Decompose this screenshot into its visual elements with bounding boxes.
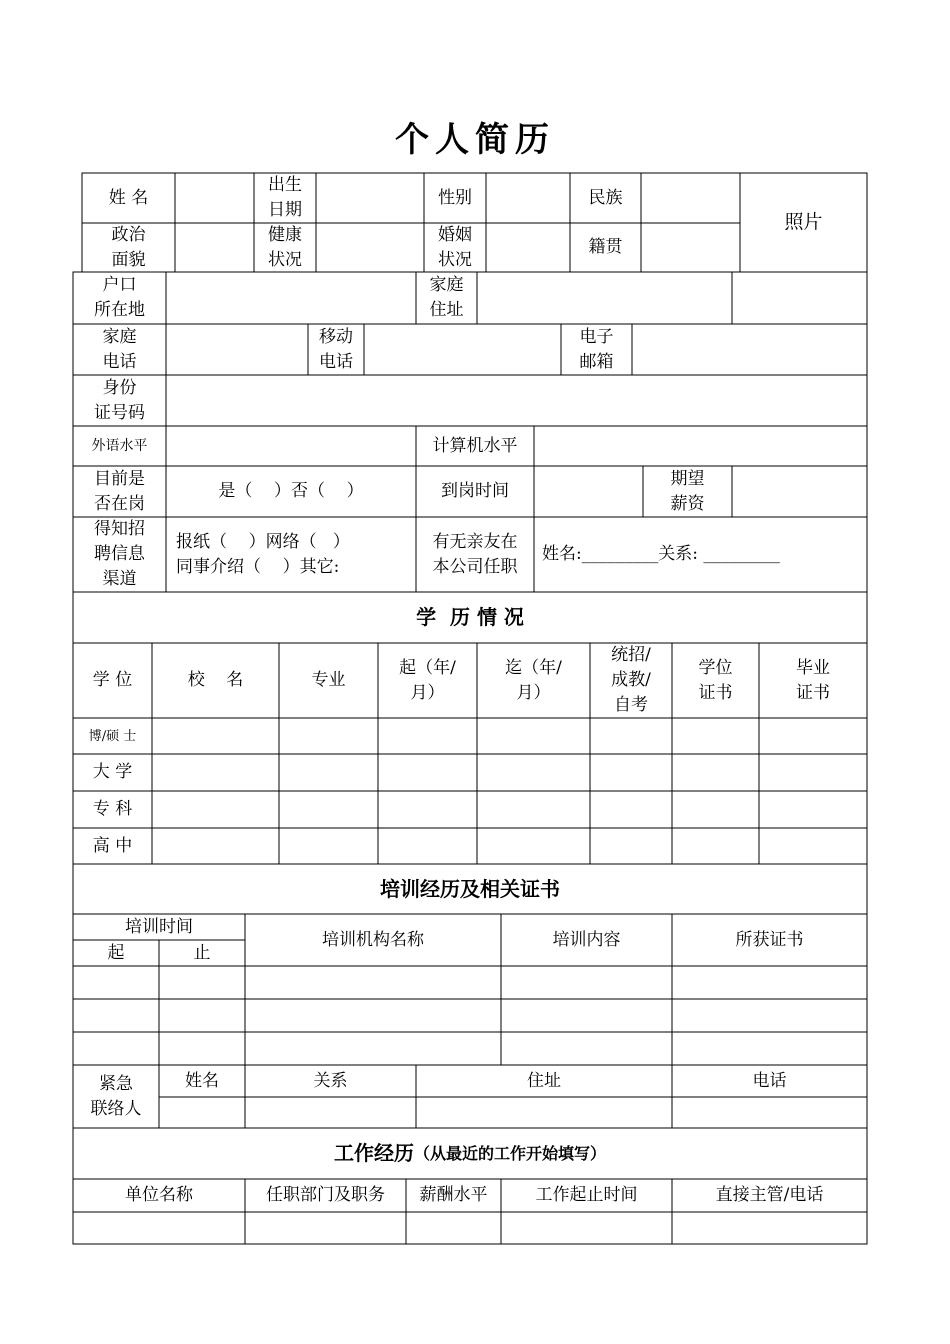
label-household-registration: 户口 所在地 (94, 275, 145, 320)
input-name[interactable] (175, 173, 254, 223)
label-id-number: 身份 证号码 (94, 377, 145, 423)
training-header-end: 止 (193, 942, 211, 963)
label-health: 健康 状况 (268, 224, 302, 270)
training-header-institution: 培训机构名称 (322, 929, 424, 950)
label-computer-level: 计算机水平 (432, 435, 518, 456)
input-id-number[interactable] (166, 375, 867, 426)
edu-row-postgrad: 博/硕 士 (88, 728, 137, 744)
label-currently-employed: 目前是 否在岗 (94, 468, 145, 514)
work-header-salary: 薪酬水平 (419, 1185, 488, 1205)
training-header-time: 培训时间 (125, 916, 193, 937)
label-ethnicity: 民族 (588, 187, 623, 208)
label-relatives: 有无亲友在 本公司任职 (432, 531, 518, 577)
relatives-fill-line[interactable]: 姓名:_________关系: _________ (542, 544, 780, 564)
input-native-place[interactable] (641, 223, 740, 272)
emergency-header-phone: 电话 (752, 1070, 787, 1091)
training-header-certificate: 所获证书 (735, 929, 804, 950)
edu-header-degree-cert: 学位 证书 (698, 657, 733, 703)
work-header-company: 单位名称 (125, 1185, 193, 1205)
training-header-start: 起 (107, 942, 125, 963)
input-ethnicity[interactable] (641, 173, 740, 223)
label-name: 姓 名 (108, 187, 149, 208)
input-mobile-phone[interactable] (364, 324, 561, 375)
education-section-title: 学 历 情 况 (416, 605, 524, 629)
emergency-header-address: 住址 (527, 1070, 561, 1091)
work-title-note: （从最近的工作开始填写） (413, 1144, 606, 1163)
work-title-main: 工作经历 (333, 1141, 414, 1165)
training-header-content: 培训内容 (552, 929, 621, 950)
input-email[interactable] (632, 324, 867, 375)
label-gender: 性别 (438, 187, 472, 208)
recruitment-source-options[interactable]: 报纸（ ）网络（ ） 同事介绍（ ）其它: (176, 531, 350, 577)
input-political-status[interactable] (175, 223, 254, 272)
input-computer-level[interactable] (534, 426, 867, 466)
edu-header-end: 迄（年/ 月） (505, 657, 562, 703)
emergency-header-relation: 关系 (313, 1070, 348, 1091)
label-home-phone: 家庭 电话 (102, 326, 137, 372)
label-birth-date: 出生 日期 (268, 175, 302, 220)
work-section-title (73, 1128, 867, 1179)
label-recruitment-source: 得知招 聘信息 渠道 (94, 519, 145, 589)
edu-header-grad-cert: 毕业 证书 (796, 657, 830, 703)
training-section-title: 培训经历及相关证书 (380, 876, 560, 901)
input-foreign-language[interactable] (166, 426, 416, 466)
input-birth-date[interactable] (316, 173, 424, 223)
input-marital-status[interactable] (486, 223, 570, 272)
label-native-place: 籍贯 (588, 237, 623, 257)
work-header-period: 工作起止时间 (535, 1185, 638, 1205)
work-header-position: 任职部门及职务 (266, 1185, 385, 1205)
edu-header-degree: 学 位 (92, 670, 133, 690)
employed-yes-no-options[interactable]: 是（ ）否（ ） (218, 481, 364, 501)
input-household-registration[interactable] (166, 272, 416, 324)
label-home-address: 家庭 住址 (429, 275, 464, 320)
input-home-address[interactable] (477, 272, 732, 324)
label-expected-salary: 期望 薪资 (670, 468, 705, 514)
input-available-date[interactable] (534, 466, 643, 517)
label-email: 电子 邮箱 (579, 326, 614, 372)
resume-title: 个人简历 (395, 120, 555, 160)
edu-header-start: 起（年/ 月） (399, 657, 456, 703)
edu-header-type: 统招/ 成教/ 自考 (611, 645, 651, 715)
input-health[interactable] (316, 223, 424, 272)
label-foreign-language: 外语水平 (91, 437, 148, 454)
edu-header-major: 专业 (311, 670, 346, 690)
input-expected-salary[interactable] (732, 466, 867, 517)
label-emergency-contact: 紧急 联络人 (90, 1073, 142, 1119)
label-available-date: 到岗时间 (441, 481, 509, 501)
label-marital-status: 婚姻 状况 (438, 224, 472, 270)
emergency-header-name: 姓名 (185, 1070, 219, 1091)
label-mobile-phone: 移动 电话 (319, 326, 353, 372)
work-header-supervisor: 直接主管/电话 (715, 1185, 824, 1205)
edu-row-college: 专 科 (92, 799, 133, 819)
edu-row-university: 大 学 (92, 762, 133, 782)
label-political-status: 政治 面貌 (111, 224, 146, 270)
photo-placeholder[interactable]: 照片 (784, 211, 823, 233)
input-gender[interactable] (486, 173, 570, 223)
edu-row-highschool: 高 中 (92, 835, 133, 856)
input-home-phone[interactable] (166, 324, 308, 375)
edu-header-school: 校 名 (187, 670, 244, 690)
